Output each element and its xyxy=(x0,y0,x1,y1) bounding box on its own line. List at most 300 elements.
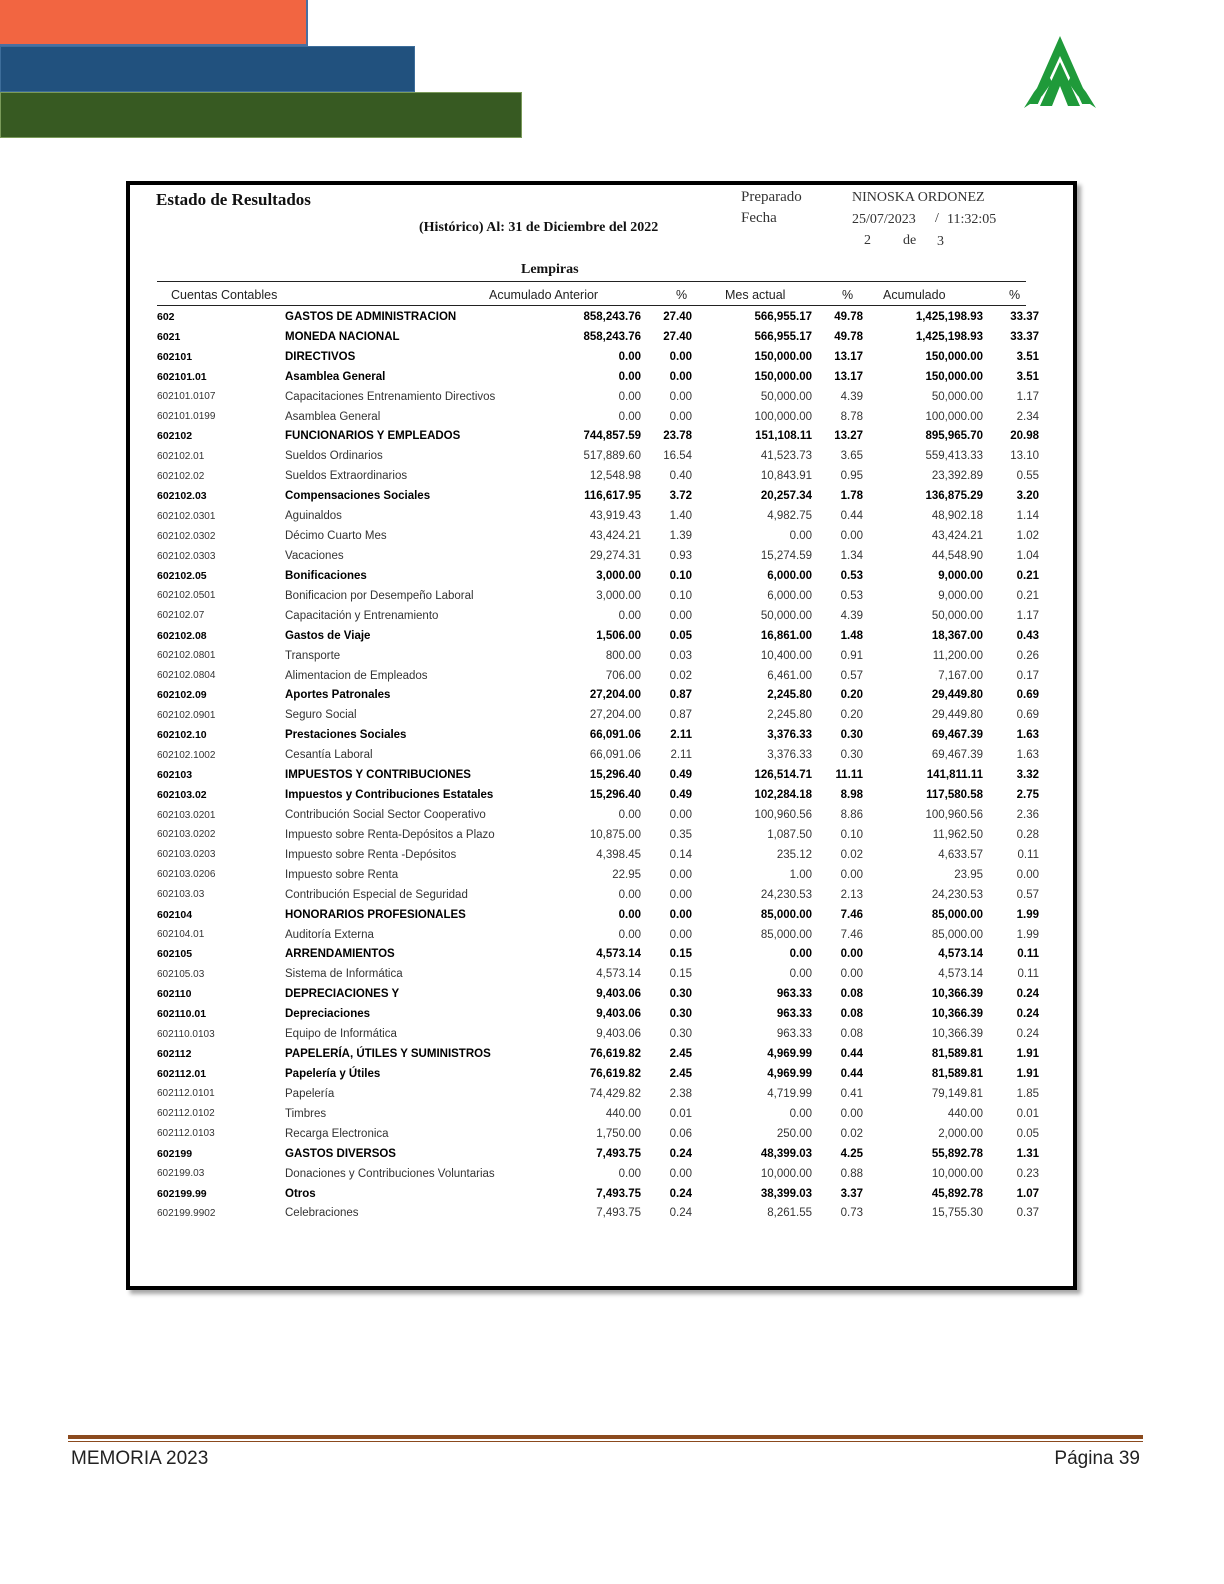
acc-pct: 0.17 xyxy=(1016,669,1039,682)
table-row xyxy=(157,427,1039,447)
month-pct: 3.65 xyxy=(840,450,863,463)
prev-pct: 0.01 xyxy=(669,1107,692,1120)
prev-pct: 0.24 xyxy=(669,1207,692,1220)
page-total: 3 xyxy=(937,234,944,249)
col-header-prev: Acumulado Anterior xyxy=(489,288,599,302)
month-pct: 0.53 xyxy=(840,569,863,582)
month-amount: 10,843.91 xyxy=(760,470,812,483)
month-pct: 0.02 xyxy=(840,848,863,861)
col-header-prev-pct: % xyxy=(676,288,688,302)
month-amount: 48,399.03 xyxy=(760,1147,812,1160)
month-pct: 4.39 xyxy=(840,390,863,403)
account-code: 602103.0201 xyxy=(157,809,216,821)
account-name: PAPELERÍA, ÚTILES Y SUMINISTROS xyxy=(285,1048,491,1061)
prev-amount: 3,000.00 xyxy=(596,589,641,602)
acc-amount: 141,811.11 xyxy=(926,769,983,782)
acc-pct: 1.07 xyxy=(1016,1187,1039,1200)
account-name: Equipo de Informática xyxy=(285,1028,397,1041)
month-amount: 235.12 xyxy=(776,848,812,861)
table-row xyxy=(157,725,1039,745)
acc-pct: 1.02 xyxy=(1016,530,1039,543)
account-code: 602103 xyxy=(157,769,193,782)
month-pct: 0.44 xyxy=(840,510,863,523)
table-row xyxy=(157,1124,1039,1144)
account-name: HONORARIOS PROFESIONALES xyxy=(285,908,466,921)
account-name: Auditoría Externa xyxy=(285,928,374,941)
table-row xyxy=(157,367,1039,387)
acc-amount: 24,230.53 xyxy=(931,888,983,901)
prev-pct: 2.38 xyxy=(669,1087,692,1100)
acc-amount: 4,633.57 xyxy=(938,848,983,861)
account-code: 602102.01 xyxy=(157,450,205,462)
account-code: 602102.0801 xyxy=(157,650,216,662)
month-pct: 0.08 xyxy=(840,1028,863,1041)
acc-pct: 0.00 xyxy=(1016,868,1039,881)
prev-pct: 16.54 xyxy=(663,450,692,463)
acc-amount: 136,875.29 xyxy=(925,490,983,503)
acc-pct: 0.21 xyxy=(1016,569,1039,582)
acc-pct: 0.69 xyxy=(1016,689,1039,702)
col-header-month-pct: % xyxy=(842,288,854,302)
month-pct: 0.30 xyxy=(840,729,863,742)
account-code: 602112.0102 xyxy=(157,1108,215,1120)
acc-pct: 0.01 xyxy=(1016,1107,1039,1120)
table-row xyxy=(157,1203,1039,1223)
month-pct: 49.78 xyxy=(834,330,863,343)
account-code: 602112 xyxy=(157,1048,192,1061)
acc-amount: 10,366.39 xyxy=(931,1008,983,1021)
acc-pct: 0.24 xyxy=(1016,1008,1039,1021)
acc-amount: 29,449.80 xyxy=(931,709,983,722)
table-row xyxy=(157,745,1039,765)
prev-pct: 0.87 xyxy=(669,709,692,722)
prev-amount: 76,619.82 xyxy=(589,1067,641,1080)
table-row xyxy=(157,984,1039,1004)
account-code: 602199.03 xyxy=(157,1168,205,1180)
acc-amount: 50,000.00 xyxy=(931,390,983,403)
acc-pct: 0.26 xyxy=(1016,649,1039,662)
account-code: 602102.08 xyxy=(157,629,207,642)
table-row xyxy=(157,1084,1039,1104)
acc-pct: 0.21 xyxy=(1016,589,1039,602)
month-amount: 6,461.00 xyxy=(767,669,812,682)
account-name: GASTOS DE ADMINISTRACION xyxy=(285,310,457,323)
acc-pct: 1.99 xyxy=(1016,928,1039,941)
account-code: 602103.0203 xyxy=(157,849,216,861)
prev-pct: 0.02 xyxy=(669,669,692,682)
prev-pct: 0.00 xyxy=(669,908,692,921)
prev-amount: 3,000.00 xyxy=(596,569,641,582)
prev-amount: 15,296.40 xyxy=(589,769,641,782)
acc-amount: 117,580.58 xyxy=(926,789,983,802)
prev-pct: 0.06 xyxy=(669,1127,692,1140)
month-amount: 250.00 xyxy=(776,1127,812,1140)
month-amount: 1.00 xyxy=(789,868,812,881)
account-name: Aportes Patronales xyxy=(285,689,391,702)
month-amount: 4,982.75 xyxy=(767,510,812,523)
acc-pct: 3.20 xyxy=(1016,490,1039,503)
acc-amount: 44,548.90 xyxy=(931,550,983,563)
acc-pct: 33.37 xyxy=(1010,310,1039,323)
time-separator: / xyxy=(935,211,939,226)
acc-amount: 11,962.50 xyxy=(932,828,983,841)
prev-amount: 0.00 xyxy=(618,390,641,403)
prev-pct: 23.78 xyxy=(663,430,692,443)
footer-rule-thin xyxy=(68,1441,1143,1442)
month-amount: 3,376.33 xyxy=(767,729,812,742)
prev-pct: 0.49 xyxy=(669,789,692,802)
acc-amount: 4,573.14 xyxy=(938,968,983,981)
month-pct: 0.30 xyxy=(840,749,863,762)
acc-pct: 0.11 xyxy=(1017,848,1039,861)
acc-amount: 48,902.18 xyxy=(931,510,983,523)
prev-amount: 7,493.75 xyxy=(596,1147,641,1160)
acc-amount: 150,000.00 xyxy=(925,370,983,383)
acc-pct: 0.24 xyxy=(1016,1028,1039,1041)
table-row xyxy=(157,1004,1039,1024)
table-row xyxy=(157,885,1039,905)
account-code: 602199.99 xyxy=(157,1187,207,1200)
prev-pct: 2.45 xyxy=(669,1048,692,1061)
account-name: DEPRECIACIONES Y xyxy=(285,988,400,1001)
prepared-label: Preparado xyxy=(741,189,802,205)
prev-pct: 0.00 xyxy=(669,809,692,821)
account-code: 602102.07 xyxy=(157,610,205,622)
prev-amount: 858,243.76 xyxy=(583,310,641,323)
month-amount: 41,523.73 xyxy=(760,450,812,463)
month-amount: 4,969.99 xyxy=(767,1048,812,1061)
account-code: 6021 xyxy=(157,330,181,343)
prev-amount: 4,573.14 xyxy=(596,948,641,961)
table-row xyxy=(157,486,1039,506)
month-pct: 0.00 xyxy=(840,868,863,881)
month-pct: 1.78 xyxy=(840,490,863,503)
table-row xyxy=(157,566,1039,586)
prev-amount: 22.95 xyxy=(612,868,641,881)
account-name: Papelería y Útiles xyxy=(285,1067,381,1080)
account-code: 602101 xyxy=(157,350,193,363)
report-time: 11:32:05 xyxy=(947,212,997,227)
prev-amount: 0.00 xyxy=(618,609,641,622)
prev-pct: 0.15 xyxy=(669,948,692,961)
prev-pct: 0.35 xyxy=(669,828,692,841)
month-amount: 2,245.80 xyxy=(767,709,812,722)
prev-pct: 2.45 xyxy=(669,1067,692,1080)
account-code: 602199.9902 xyxy=(157,1207,216,1219)
month-amount: 50,000.00 xyxy=(760,609,812,622)
month-amount: 38,399.03 xyxy=(760,1187,812,1200)
acc-pct: 0.43 xyxy=(1016,629,1039,642)
month-amount: 10,400.00 xyxy=(760,649,812,662)
account-code: 602102.09 xyxy=(157,689,207,702)
account-name: Capacitaciones Entrenamiento Directivos xyxy=(285,390,496,403)
acc-pct: 0.37 xyxy=(1016,1207,1039,1220)
acc-pct: 33.37 xyxy=(1010,330,1039,343)
month-pct: 49.78 xyxy=(834,310,863,323)
acc-amount: 100,000.00 xyxy=(925,410,983,423)
date-label: Fecha xyxy=(741,210,777,226)
prev-amount: 0.00 xyxy=(618,370,641,383)
financial-table xyxy=(157,307,1039,1223)
account-name: Bonificaciones xyxy=(285,569,367,582)
month-pct: 0.00 xyxy=(840,1107,863,1120)
account-name: Cesantía Laboral xyxy=(285,749,373,762)
acc-amount: 81,589.81 xyxy=(931,1048,983,1061)
table-row xyxy=(157,546,1039,566)
month-amount: 85,000.00 xyxy=(760,908,812,921)
account-name: Impuesto sobre Renta xyxy=(285,868,399,881)
prev-pct: 2.11 xyxy=(670,749,692,762)
month-pct: 7.46 xyxy=(840,928,863,941)
acc-pct: 1.91 xyxy=(1016,1067,1039,1080)
month-pct: 8.86 xyxy=(840,809,863,821)
tree-logo-icon xyxy=(1018,34,1102,112)
month-pct: 8.78 xyxy=(840,410,863,423)
report-title: Estado de Resultados xyxy=(156,190,311,209)
financial-table-body xyxy=(157,307,1039,1223)
account-name: MONEDA NACIONAL xyxy=(285,330,400,343)
prev-amount: 27,204.00 xyxy=(589,709,641,722)
month-pct: 4.25 xyxy=(840,1147,863,1160)
table-row xyxy=(157,327,1039,347)
account-name: Vacaciones xyxy=(285,550,344,563)
account-code: 602 xyxy=(157,310,175,323)
account-name: FUNCIONARIOS Y EMPLEADOS xyxy=(285,430,461,443)
month-amount: 566,955.17 xyxy=(754,310,812,323)
col-header-acc: Acumulado xyxy=(883,288,946,302)
prev-pct: 2.11 xyxy=(670,729,692,742)
prev-pct: 1.39 xyxy=(669,530,692,543)
account-code: 602102.03 xyxy=(157,490,207,503)
acc-amount: 69,467.39 xyxy=(931,749,983,762)
prev-amount: 43,919.43 xyxy=(589,510,641,523)
acc-pct: 3.32 xyxy=(1016,769,1039,782)
prev-pct: 0.15 xyxy=(669,968,692,981)
month-pct: 0.41 xyxy=(840,1087,863,1100)
prev-amount: 0.00 xyxy=(618,908,641,921)
prev-pct: 0.05 xyxy=(669,629,692,642)
account-code: 602102.0301 xyxy=(157,510,216,522)
account-name: Papelería xyxy=(285,1087,335,1100)
acc-amount: 10,000.00 xyxy=(931,1167,983,1180)
account-code: 602103.0206 xyxy=(157,869,216,881)
table-row xyxy=(157,1064,1039,1084)
table-row xyxy=(157,526,1039,546)
report-date: 25/07/2023 xyxy=(852,212,916,227)
prev-pct: 0.10 xyxy=(669,569,692,582)
prev-amount: 0.00 xyxy=(618,410,641,423)
account-name: Asamblea General xyxy=(285,370,386,383)
acc-pct: 0.28 xyxy=(1016,828,1039,841)
table-row xyxy=(157,1044,1039,1064)
account-name: Gastos de Viaje xyxy=(285,629,371,642)
prepared-by: NINOSKA ORDONEZ xyxy=(852,190,985,205)
account-name: Transporte xyxy=(285,649,341,662)
account-name: Sueldos Ordinarios xyxy=(285,450,383,463)
acc-pct: 1.14 xyxy=(1016,510,1039,523)
account-code: 602102.10 xyxy=(157,729,207,742)
prev-amount: 43,424.21 xyxy=(589,530,641,543)
prev-amount: 29,274.31 xyxy=(589,550,641,563)
account-code: 602101.0107 xyxy=(157,391,216,403)
month-amount: 151,108.11 xyxy=(755,430,812,443)
col-header-acc-pct: % xyxy=(1009,288,1021,302)
month-pct: 11.11 xyxy=(835,769,863,782)
acc-pct: 2.36 xyxy=(1016,809,1039,821)
account-name: ARRENDAMIENTOS xyxy=(285,948,395,961)
acc-pct: 0.11 xyxy=(1017,968,1039,981)
acc-pct: 3.51 xyxy=(1016,370,1039,383)
acc-pct: 1.31 xyxy=(1016,1147,1039,1160)
prev-amount: 7,493.75 xyxy=(596,1207,641,1220)
account-code: 602101.0199 xyxy=(157,411,216,423)
acc-pct: 1.17 xyxy=(1016,390,1039,403)
month-amount: 4,969.99 xyxy=(767,1067,812,1080)
month-pct: 0.57 xyxy=(840,669,863,682)
account-name: Capacitación y Entrenamiento xyxy=(285,609,439,622)
acc-pct: 1.63 xyxy=(1016,749,1039,762)
month-pct: 0.00 xyxy=(840,968,863,981)
month-amount: 0.00 xyxy=(789,968,812,981)
account-code: 602112.01 xyxy=(157,1067,207,1080)
page-number: 2 xyxy=(864,233,871,248)
acc-amount: 559,413.33 xyxy=(925,450,983,463)
prev-pct: 0.30 xyxy=(669,1008,692,1021)
month-amount: 3,376.33 xyxy=(767,749,812,762)
month-pct: 0.20 xyxy=(840,709,863,722)
acc-amount: 43,424.21 xyxy=(931,530,983,543)
prev-amount: 7,493.75 xyxy=(596,1187,641,1200)
account-name: Recarga Electronica xyxy=(285,1127,389,1140)
table-row xyxy=(157,785,1039,805)
month-amount: 150,000.00 xyxy=(754,370,812,383)
account-code: 602102.05 xyxy=(157,569,207,582)
month-pct: 13.17 xyxy=(834,370,863,383)
table-row xyxy=(157,845,1039,865)
table-row xyxy=(157,586,1039,606)
account-code: 602103.02 xyxy=(157,789,207,802)
account-name: Bonificacion por Desempeño Laboral xyxy=(285,589,474,602)
acc-pct: 20.98 xyxy=(1010,430,1039,443)
prev-amount: 116,617.95 xyxy=(584,490,641,503)
account-code: 602102.1002 xyxy=(157,749,216,761)
acc-amount: 7,167.00 xyxy=(938,669,983,682)
page-label: Página 39 xyxy=(1054,1448,1140,1469)
month-amount: 50,000.00 xyxy=(760,390,812,403)
prev-amount: 9,403.06 xyxy=(596,1008,641,1021)
prev-amount: 1,750.00 xyxy=(596,1127,641,1140)
acc-pct: 2.75 xyxy=(1016,789,1039,802)
acc-pct: 2.34 xyxy=(1016,410,1039,423)
prev-pct: 0.00 xyxy=(669,868,692,881)
acc-pct: 1.04 xyxy=(1016,550,1039,563)
acc-pct: 3.51 xyxy=(1016,350,1039,363)
month-amount: 20,257.34 xyxy=(760,490,812,503)
acc-amount: 69,467.39 xyxy=(931,729,983,742)
table-row xyxy=(157,705,1039,725)
month-pct: 0.08 xyxy=(840,988,863,1001)
prev-pct: 0.49 xyxy=(669,769,692,782)
acc-amount: 440.00 xyxy=(947,1107,983,1120)
acc-amount: 11,200.00 xyxy=(932,649,983,662)
acc-amount: 55,892.78 xyxy=(931,1147,983,1160)
table-row xyxy=(157,666,1039,686)
acc-amount: 29,449.80 xyxy=(931,689,983,702)
month-amount: 100,960.56 xyxy=(754,809,812,821)
account-code: 602103.03 xyxy=(157,889,205,901)
prev-pct: 0.10 xyxy=(669,589,692,602)
acc-pct: 0.05 xyxy=(1016,1127,1039,1140)
table-row xyxy=(157,446,1039,466)
acc-pct: 1.63 xyxy=(1016,729,1039,742)
acc-amount: 23,392.89 xyxy=(931,470,983,483)
header-rule-bottom xyxy=(157,305,1026,306)
prev-amount: 800.00 xyxy=(605,649,641,662)
month-amount: 16,861.00 xyxy=(760,629,812,642)
month-amount: 566,955.17 xyxy=(754,330,812,343)
month-pct: 0.10 xyxy=(840,828,863,841)
account-name: Seguro Social xyxy=(285,709,357,722)
prev-amount: 76,619.82 xyxy=(589,1048,641,1061)
account-code: 602112.0101 xyxy=(157,1088,215,1100)
table-row xyxy=(157,1164,1039,1184)
account-code: 602110 xyxy=(157,988,192,1001)
month-amount: 0.00 xyxy=(789,1107,812,1120)
month-amount: 15,274.59 xyxy=(760,550,812,563)
acc-amount: 23.95 xyxy=(954,868,983,881)
header-band-green xyxy=(0,92,522,138)
acc-pct: 1.99 xyxy=(1016,908,1039,921)
acc-amount: 100,960.56 xyxy=(925,809,983,821)
prev-amount: 27,204.00 xyxy=(589,689,641,702)
prev-amount: 0.00 xyxy=(618,809,641,821)
account-name: Contribución Especial de Seguridad xyxy=(285,888,468,901)
table-row xyxy=(157,825,1039,845)
month-pct: 13.17 xyxy=(834,350,863,363)
account-code: 602102.02 xyxy=(157,470,205,482)
account-name: Sistema de Informática xyxy=(285,968,403,981)
acc-amount: 9,000.00 xyxy=(938,589,983,602)
table-row xyxy=(157,686,1039,706)
header-rule-top xyxy=(157,281,1026,282)
account-code: 602105 xyxy=(157,948,193,961)
month-pct: 7.46 xyxy=(840,908,863,921)
prev-amount: 9,403.06 xyxy=(596,988,641,1001)
table-row xyxy=(157,646,1039,666)
prev-pct: 3.72 xyxy=(669,490,692,503)
acc-amount: 10,366.39 xyxy=(931,988,983,1001)
account-code: 602110.01 xyxy=(157,1008,207,1021)
prev-pct: 27.40 xyxy=(663,330,692,343)
month-pct: 0.02 xyxy=(840,1127,863,1140)
month-pct: 4.39 xyxy=(840,609,863,622)
month-amount: 2,245.80 xyxy=(767,689,812,702)
account-name: Alimentacion de Empleados xyxy=(285,669,428,682)
account-name: Celebraciones xyxy=(285,1207,359,1220)
account-code: 602102 xyxy=(157,430,193,443)
month-pct: 0.44 xyxy=(840,1048,863,1061)
account-name: Impuesto sobre Renta-Depósitos a Plazo xyxy=(285,828,495,841)
acc-amount: 85,000.00 xyxy=(931,908,983,921)
prev-amount: 9,403.06 xyxy=(596,1028,641,1041)
account-code: 602102.0303 xyxy=(157,550,216,562)
month-amount: 85,000.00 xyxy=(760,928,812,941)
acc-amount: 18,367.00 xyxy=(931,629,983,642)
month-pct: 0.91 xyxy=(840,649,863,662)
prev-amount: 10,875.00 xyxy=(589,828,641,841)
month-pct: 0.20 xyxy=(840,689,863,702)
acc-pct: 1.85 xyxy=(1016,1087,1039,1100)
